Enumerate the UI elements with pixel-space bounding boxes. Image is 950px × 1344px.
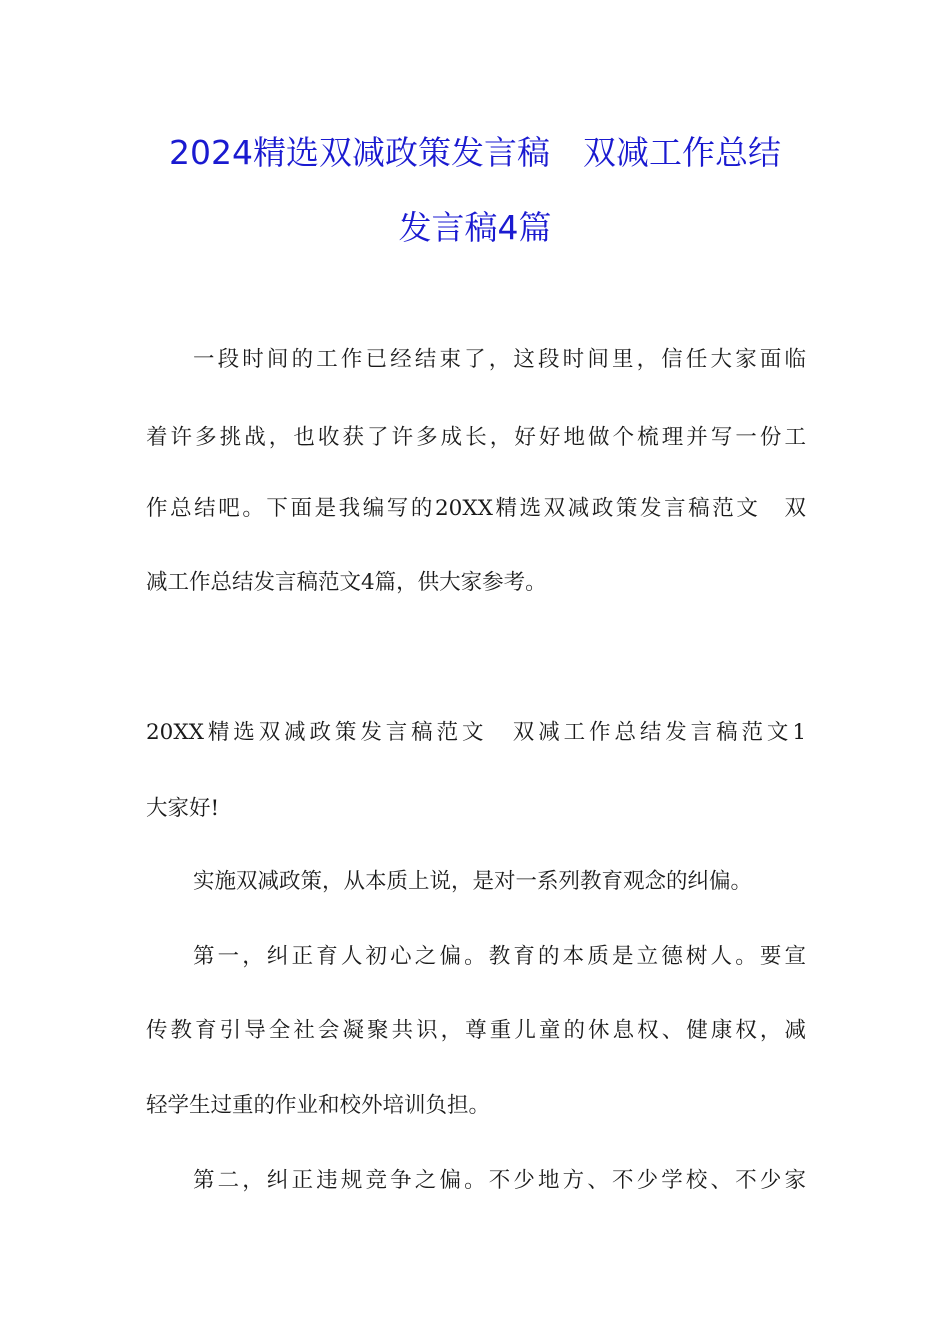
intro-line-1: 一段时间的工作已经结束了，这段时间里，信任大家面临 bbox=[193, 347, 806, 372]
intro-line-3: 作总结吧。下面是我编写的20XX精选双减政策发言稿范文 双 bbox=[146, 496, 806, 521]
intro-line-4: 减工作总结发言稿范文4篇，供大家参考。 bbox=[146, 570, 547, 595]
paragraph-1: 实施双减政策，从本质上说，是对一系列教育观念的纠偏。 bbox=[193, 869, 753, 894]
paragraph-3-line-1: 第二，纠正违规竞争之偏。不少地方、不少学校、不少家 bbox=[193, 1168, 806, 1193]
paragraph-2-line-1: 第一，纠正育人初心之偏。教育的本质是立德树人。要宣 bbox=[193, 944, 806, 969]
intro-line-2: 着许多挑战，也收获了许多成长，好好地做个梳理并写一份工 bbox=[146, 425, 806, 450]
paragraph-2-line-3: 轻学生过重的作业和校外培训负担。 bbox=[146, 1093, 491, 1118]
greeting: 大家好! bbox=[146, 796, 220, 821]
document-title-line-1: 2024精选双减政策发言稿 双减工作总结 bbox=[169, 133, 781, 172]
paragraph-2-line-2: 传教育引导全社会凝聚共识，尊重儿童的休息权、健康权，减 bbox=[146, 1018, 806, 1043]
section-heading: 20XX精选双减政策发言稿范文 双减工作总结发言稿范文1 bbox=[146, 720, 806, 745]
document-title-line-2: 发言稿4篇 bbox=[398, 208, 552, 247]
